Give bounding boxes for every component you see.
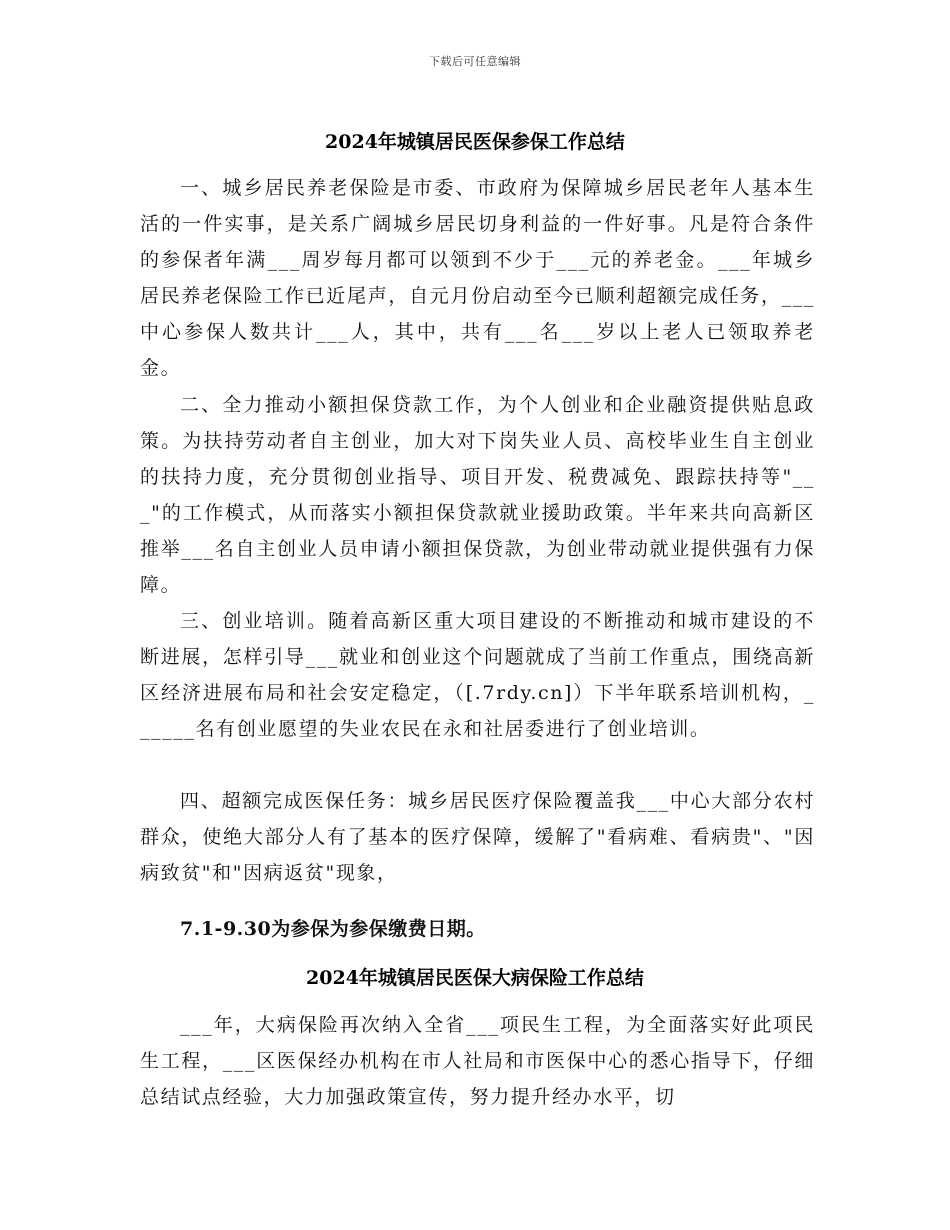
paragraph: 二、全力推动小额担保贷款工作，为个人创业和企业融资提供贴息政策。为扶持劳动者自主创业，加大对下岗失业人员、高校毕业生自主创业的扶持力度，充分贯彻创业指导、项目开发、税费减免、跟踪扶持等"___"的工作模式，从而落实小额担保贷款就业援助政策。半年来共向高新区推举___名自主创业人员申请小额担保贷款，为创业带动就业提供强有力保障。	[140, 394, 815, 596]
document-title: 2024年城镇居民医保参保工作总结	[325, 131, 625, 153]
page-header-note: 下载后可任意编辑	[429, 55, 521, 68]
paragraph: ___年，大病保险再次纳入全省___项民生工程，为全面落实好此项民生工程，___区医保经办机构在市人社局和市医保中心的悉心指导下，仔细总结试点经验，大力加强政策宣传，努力提升经办水平，切	[140, 1014, 815, 1108]
paragraph-bold: 7.1-9.30为参保为参保缴费日期。	[180, 918, 486, 940]
paragraph: 四、超额完成医保任务：城乡居民医疗保险覆盖我___中心大部分农村群众，使绝大部分人有了基本的医疗保障，缓解了"看病难、看病贵"、"因病致贫"和"因病返贫"现象，	[140, 790, 815, 884]
section-title: 2024年城镇居民医保大病保险工作总结	[306, 967, 644, 989]
paragraph: 三、创业培训。随着高新区重大项目建设的不断推动和城市建设的不断进展，怎样引导___就业和创业这个问题就成了当前工作重点，围绕高新区经济进展布局和社会安定稳定，（[.7rdy.cn]）下半年联系培训机构，______名有创业愿望的失业农民在永和社居委进行了创业培训。	[140, 610, 815, 740]
paragraph: 一、城乡居民养老保险是市委、市政府为保障城乡居民老年人基本生活的一件实事，是关系广阔城乡居民切身利益的一件好事。凡是符合条件的参保者年满___周岁每月都可以领到不少于___元的养老金。___年城乡居民养老保险工作已近尾声，自元月份启动至今已顺利超额完成任务，___中心参保人数共计___人，其中，共有___名___岁以上老人已领取养老金。	[140, 177, 815, 379]
